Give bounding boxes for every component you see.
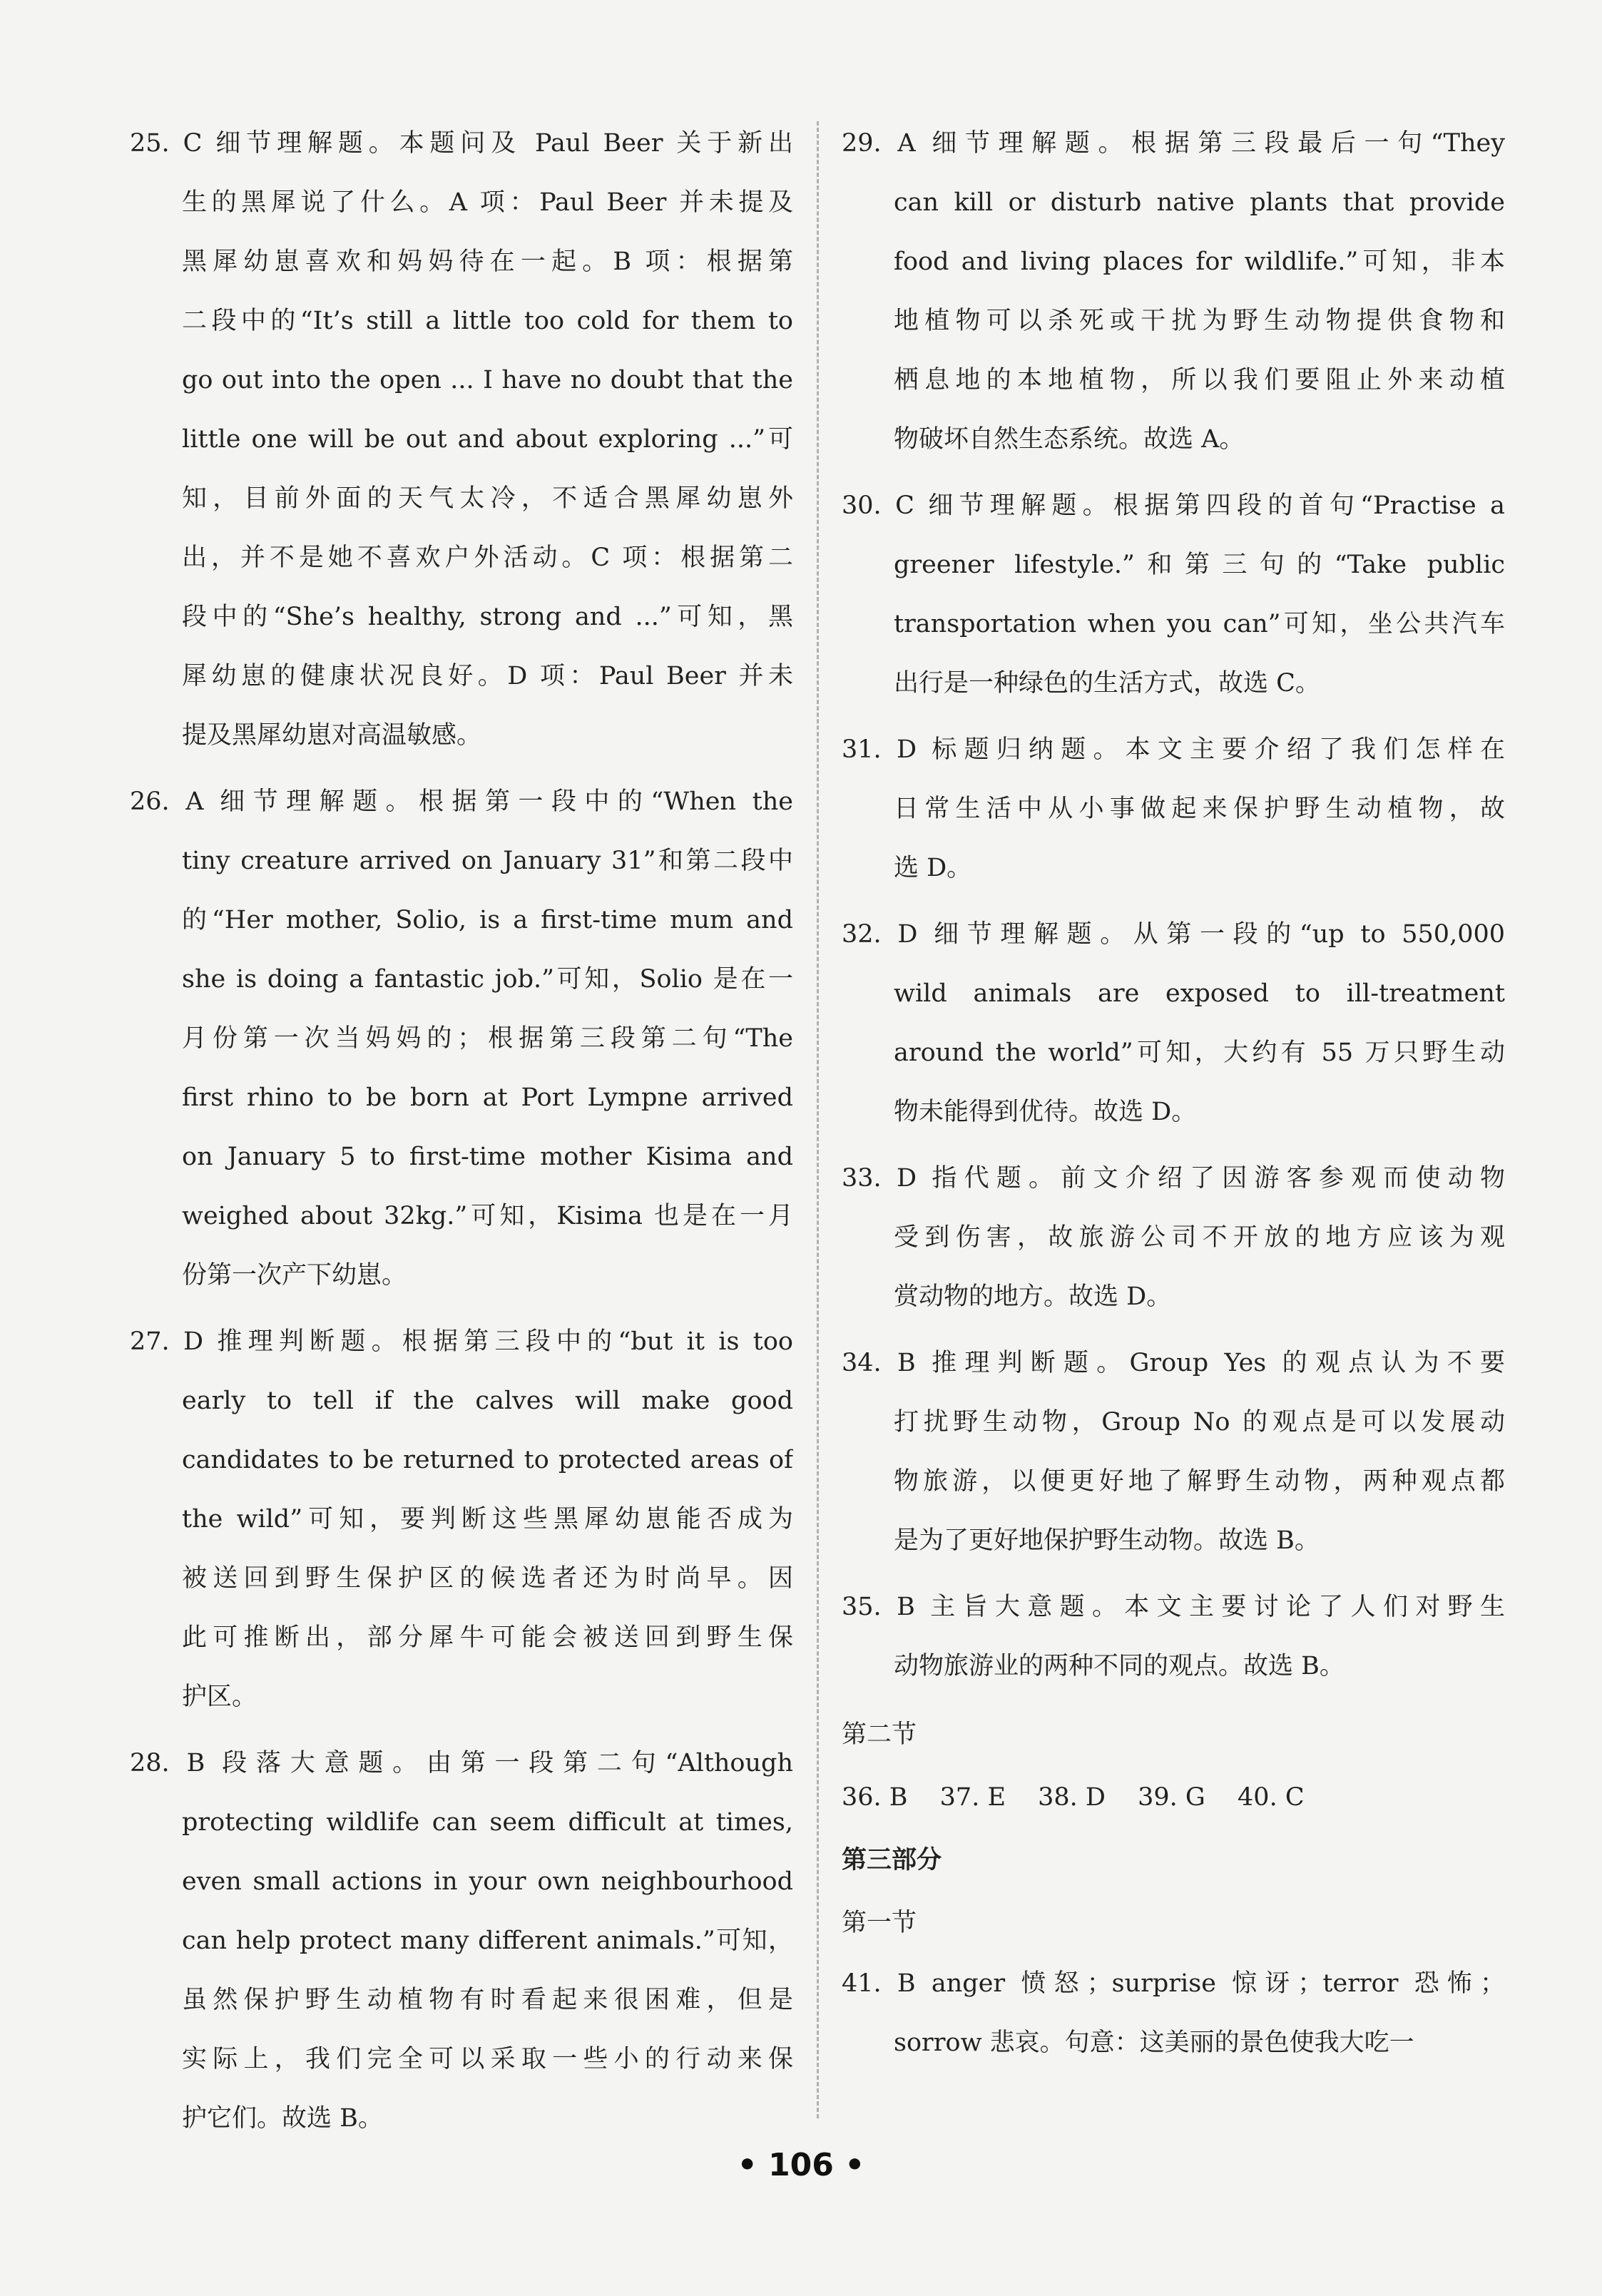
answer-36: 36. B (842, 1783, 908, 1812)
text-line: 此可推断出，部分犀牛可能会被送回到野生保 (182, 1623, 793, 1652)
text-line: 30. C 细节理解题。根据第四段的首句“Practise a (842, 491, 1505, 520)
text-line: 实际上，我们完全可以采取一些小的行动来保 (182, 2045, 793, 2073)
answer-item-32 (842, 905, 1505, 1142)
text-line: 日常生活中从小事做起来保护野生动植物，故 (894, 795, 1505, 823)
answer-38: 38. D (1038, 1783, 1106, 1812)
text-line: 物破坏自然生态系统。故选 A。 (894, 425, 1245, 454)
section-heading: 第一节 (842, 1909, 917, 1937)
text-line: 地植物可以杀死或干扰为野生动物提供食物和 (894, 307, 1505, 335)
text-line: little one will be out and about exploring ...”可 (182, 425, 793, 454)
text-line: 被送回到野生保护区的候选者还为时尚早。因 (182, 1564, 793, 1593)
text-line: 物未能得到优待。故选 D。 (894, 1098, 1197, 1126)
answer-list (842, 1766, 1505, 1829)
column-divider (817, 121, 819, 2118)
text-line: 选 D。 (894, 854, 972, 882)
text-line: 物旅游，以便更好地了解野生动物，两种观点都 (894, 1467, 1505, 1496)
text-line: wild animals are exposed to ill-treatment (894, 979, 1505, 1008)
text-line: go out into the open ... I have no doubt that the (182, 366, 793, 394)
text-line: 动物旅游业的两种不同的观点。故选 B。 (894, 1652, 1345, 1680)
text-line: 黑犀幼崽喜欢和妈妈待在一起。B 项：根据第 (182, 248, 793, 276)
answer-item-41 (842, 1954, 1505, 2073)
text-line: first rhino to be born at Port Lympne arrived (182, 1083, 793, 1112)
text-line: can kill or disturb native plants that provide (894, 188, 1505, 217)
text-line: she is doing a fantastic job.”可知，Solio 是在一 (182, 965, 793, 994)
text-line: around the world”可知，大约有 55 万只野生动 (894, 1039, 1505, 1067)
text-line: food and living places for wildlife.”可知，非本 (894, 248, 1505, 276)
answer-item-35 (842, 1578, 1505, 1696)
text-line: protecting wildlife can seem difficult at times, (182, 1808, 793, 1837)
answer-item-29 (842, 114, 1505, 469)
answer-item-26 (130, 772, 793, 1305)
text-line: 护它们。故选 B。 (182, 2104, 383, 2133)
text-line: 段中的“She’s healthy, strong and ...”可知，黑 (182, 603, 793, 631)
page-number: • 106 • (737, 2147, 865, 2183)
text-line: on January 5 to first-time mother Kisima and (182, 1143, 793, 1171)
text-line: 是为了更好地保护野生动物。故选 B。 (894, 1526, 1320, 1555)
text-line: 的“Her mother, Solio, is a first-time mum and (182, 906, 793, 934)
text-line: 27. D 推理判断题。根据第三段中的“but it is too (130, 1327, 793, 1356)
text-line: 犀幼崽的健康状况良好。D 项：Paul Beer 并未 (182, 662, 793, 690)
text-line: 26. A 细节理解题。根据第一段中的“When the (130, 787, 793, 816)
right-column (842, 114, 1505, 2080)
text-line: the wild”可知，要判断这些黑犀幼崽能否成为 (182, 1505, 793, 1534)
left-column (130, 114, 793, 2155)
text-line: 41. B anger 愤怒；surprise 惊讶；terror 恐怖； (842, 1969, 1505, 1998)
text-line: 25. C 细节理解题。本题问及 Paul Beer 关于新出 (130, 129, 793, 158)
answer-item-25 (130, 114, 793, 765)
text-line: can help protect many different animals.”可知， (182, 1927, 793, 1955)
text-line: 赏动物的地方。故选 D。 (894, 1282, 1172, 1311)
answer-39: 39. G (1138, 1783, 1205, 1812)
answer-item-28 (130, 1734, 793, 2148)
text-line: transportation when you can”可知，坐公共汽车 (894, 610, 1505, 638)
text-line: 二段中的“It’s still a little too cold for them to (182, 307, 793, 335)
text-line: 月份第一次当妈妈的；根据第三段第二句“The (182, 1024, 793, 1053)
text-line: 29. A 细节理解题。根据第三段最后一句“They (842, 129, 1505, 158)
text-line: 32. D 细节理解题。从第一段的“up to 550,000 (842, 920, 1505, 949)
part-heading: 第三部分 (842, 1845, 942, 1874)
answer-item-30 (842, 476, 1505, 713)
text-line: 35. B 主旨大意题。本文主要讨论了人们对野生 (842, 1593, 1505, 1621)
text-line: 31. D 标题归纳题。本文主要介绍了我们怎样在 (842, 735, 1505, 764)
text-line: 知，目前外面的天气太冷，不适合黑犀幼崽外 (182, 484, 793, 513)
section-heading: 第二节 (842, 1720, 917, 1749)
answer-item-27 (130, 1312, 793, 1727)
text-line: 出，并不是她不喜欢户外活动。C 项：根据第二 (182, 544, 793, 572)
answer-item-34 (842, 1334, 1505, 1571)
text-line: even small actions in your own neighbourhood (182, 1867, 793, 1896)
answer-item-33 (842, 1149, 1505, 1327)
text-line: 打扰野生动物，Group No 的观点是可以发展动 (894, 1408, 1505, 1437)
text-line: 受到伤害，故旅游公司不开放的地方应该为观 (894, 1223, 1505, 1252)
text-line: 虽然保护野生动植物有时看起来很困难，但是 (182, 1986, 793, 2014)
answer-40: 40. C (1238, 1783, 1305, 1812)
text-line: 33. D 指代题。前文介绍了因游客参观而使动物 (842, 1164, 1505, 1193)
text-line: 护区。 (182, 1683, 257, 1711)
text-line: 出行是一种绿色的生活方式，故选 C。 (894, 669, 1320, 698)
text-line: 生的黑犀说了什么。A 项：Paul Beer 并未提及 (182, 188, 793, 217)
answer-item-31 (842, 720, 1505, 898)
text-line: 34. B 推理判断题。Group Yes 的观点认为不要 (842, 1349, 1505, 1377)
text-line: tiny creature arrived on January 31”和第二段中 (182, 847, 793, 875)
text-line: 栖息地的本地植物，所以我们要阻止外来动植 (894, 366, 1505, 394)
text-line: candidates to be returned to protected areas of (182, 1446, 793, 1474)
text-line: 提及黑犀幼崽对高温敏感。 (182, 721, 482, 750)
text-line: early to tell if the calves will make good (182, 1387, 793, 1415)
text-line: 28. B 段落大意题。由第一段第二句“Although (130, 1749, 793, 1777)
text-line: greener lifestyle.”和第三句的“Take public (894, 551, 1505, 579)
text-line: weighed about 32kg.”可知，Kisima 也是在一月 (182, 1202, 793, 1230)
text-line: 份第一次产下幼崽。 (182, 1261, 407, 1290)
text-line: sorrow 悲哀。句意：这美丽的景色使我大吃一 (894, 2029, 1414, 2057)
answer-37: 37. E (939, 1783, 1006, 1812)
